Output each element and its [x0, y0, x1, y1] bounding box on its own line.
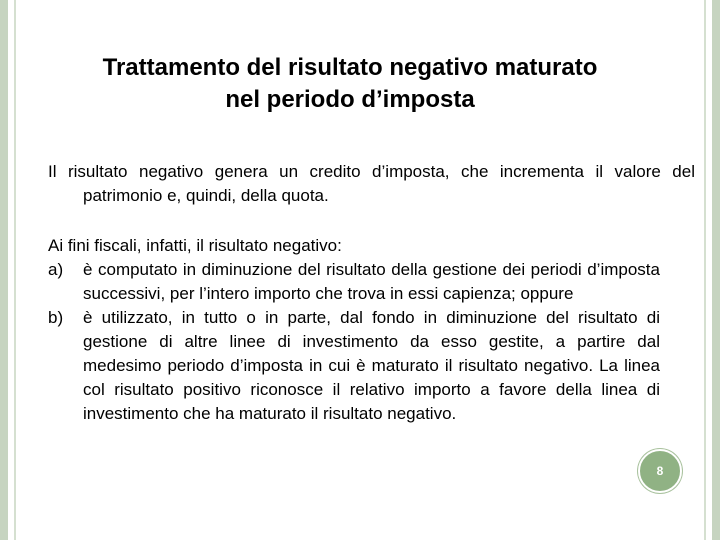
title-line-1: Trattamento del risultato negativo maturato	[102, 54, 598, 81]
fiscal-lead-text: Ai fini fiscali, infatti, il risultato negativo:	[48, 236, 342, 255]
list-marker: b)	[48, 308, 64, 327]
left-frame-border	[0, 0, 8, 540]
list-item	[48, 258, 660, 306]
right-frame-line	[704, 0, 706, 540]
list-item-text: è utilizzato, in tutto o in parte, dal fondo in diminuzione del risultato di gestione di altre linee di investimento da esso gestite, a partire dal medesimo periodo d’imposta in cui è maturato il risultato negativo. La linea col risultato positivo riconosce il relativo importo a favore della linea di investimento che ha maturato il risultato negativo.	[83, 308, 660, 423]
list-item	[48, 306, 660, 426]
slide-title	[40, 52, 660, 116]
page-number-badge: 8	[638, 449, 682, 493]
left-frame-line	[14, 0, 16, 540]
list-item-text: è computato in diminuzione del risultato della gestione dei periodi d’imposta successivi, per l’intero importo che trova in essi capienza; oppure	[83, 260, 660, 303]
list-marker: a)	[48, 260, 64, 279]
fiscal-section	[48, 234, 660, 426]
right-frame-border	[712, 0, 720, 540]
intro-paragraph: Il risultato negativo genera un credito d’imposta, che incrementa il valore del patrimonio e, quindi, della quota.	[48, 162, 695, 205]
fiscal-list	[48, 258, 660, 426]
title-line-2: nel periodo d’imposta	[225, 86, 475, 113]
